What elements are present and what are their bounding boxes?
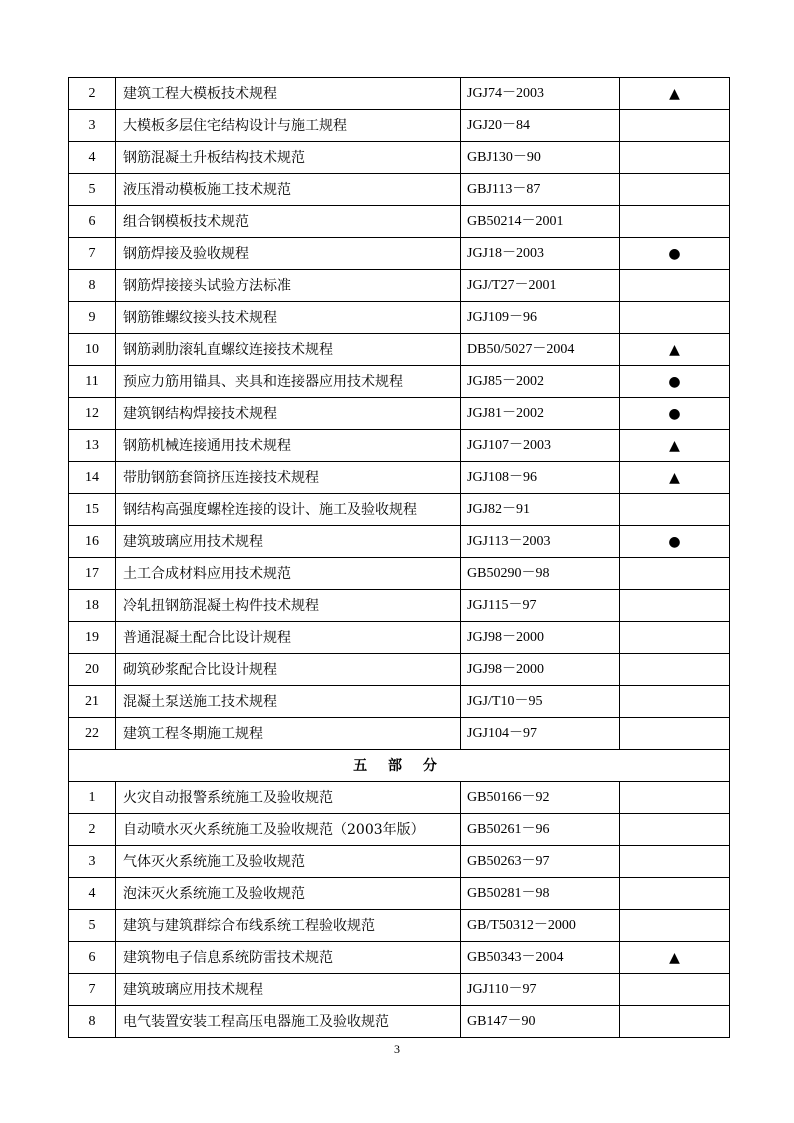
standard-code: JGJ107－2003 [461, 430, 620, 462]
standard-code: GBJ130－90 [461, 142, 620, 174]
table-row [69, 430, 730, 462]
standard-code: JGJ113－2003 [461, 526, 620, 558]
status-mark [620, 302, 730, 334]
status-mark: ▲ [620, 78, 730, 110]
standard-code: GB147－90 [461, 1006, 620, 1038]
standard-code: GB50166－92 [461, 782, 620, 814]
standard-code: JGJ81－2002 [461, 398, 620, 430]
row-number: 10 [69, 334, 116, 366]
table-row [69, 334, 730, 366]
table-row [69, 174, 730, 206]
standard-name: 钢筋混凝土升板结构技术规范 [116, 142, 461, 174]
standard-name: 建筑玻璃应用技术规程 [116, 974, 461, 1006]
standard-name: 建筑钢结构焊接技术规程 [116, 398, 461, 430]
table-row [69, 622, 730, 654]
table-row [69, 814, 730, 846]
table-row [69, 1006, 730, 1038]
standard-name: 建筑工程大模板技术规程 [116, 78, 461, 110]
standard-name: 普通混凝土配合比设计规程 [116, 622, 461, 654]
standard-name: 气体灭火系统施工及验收规范 [116, 846, 461, 878]
standard-code: JGJ98－2000 [461, 654, 620, 686]
standard-name: 组合钢模板技术规范 [116, 206, 461, 238]
status-mark [620, 782, 730, 814]
row-number: 7 [69, 238, 116, 270]
section-row [69, 750, 730, 782]
row-number: 3 [69, 110, 116, 142]
standard-code: JGJ18－2003 [461, 238, 620, 270]
status-mark [620, 718, 730, 750]
row-number: 22 [69, 718, 116, 750]
section-title: 五 部 分 [69, 750, 730, 782]
standard-code: GB/T50312－2000 [461, 910, 620, 942]
status-mark: ▲ [620, 462, 730, 494]
standard-name: 大模板多层住宅结构设计与施工规程 [116, 110, 461, 142]
standard-name: 预应力筋用锚具、夹具和连接器应用技术规程 [116, 366, 461, 398]
standard-code: JGJ109－96 [461, 302, 620, 334]
row-number: 3 [69, 846, 116, 878]
table-row [69, 206, 730, 238]
standard-name: 混凝土泵送施工技术规程 [116, 686, 461, 718]
standard-name: 钢筋机械连接通用技术规程 [116, 430, 461, 462]
status-mark [620, 206, 730, 238]
status-mark [620, 270, 730, 302]
status-mark [620, 590, 730, 622]
table-row [69, 974, 730, 1006]
row-number: 7 [69, 974, 116, 1006]
table-row [69, 494, 730, 526]
standard-name: 泡沫灭火系统施工及验收规范 [116, 878, 461, 910]
standard-name: 钢筋锥螺纹接头技术规程 [116, 302, 461, 334]
table-row [69, 238, 730, 270]
row-number: 1 [69, 782, 116, 814]
row-number: 9 [69, 302, 116, 334]
table-row [69, 718, 730, 750]
standard-code: JGJ115－97 [461, 590, 620, 622]
status-mark [620, 910, 730, 942]
standard-name: 砌筑砂浆配合比设计规程 [116, 654, 461, 686]
standard-code: JGJ/T10－95 [461, 686, 620, 718]
row-number: 12 [69, 398, 116, 430]
table-row [69, 110, 730, 142]
table-row [69, 302, 730, 334]
status-mark: ● [620, 526, 730, 558]
standard-name: 钢筋焊接接头试验方法标准 [116, 270, 461, 302]
standard-code: JGJ104－97 [461, 718, 620, 750]
row-number: 17 [69, 558, 116, 590]
standard-name: 带肋钢筋套筒挤压连接技术规程 [116, 462, 461, 494]
table-row [69, 398, 730, 430]
row-number: 11 [69, 366, 116, 398]
row-number: 21 [69, 686, 116, 718]
standard-name: 钢筋剥肋滚轧直螺纹连接技术规程 [116, 334, 461, 366]
status-mark [620, 110, 730, 142]
standard-code: JGJ82－91 [461, 494, 620, 526]
row-number: 20 [69, 654, 116, 686]
table-row [69, 942, 730, 974]
standard-code: DB50/5027－2004 [461, 334, 620, 366]
table-row [69, 782, 730, 814]
standard-code: GB50281－98 [461, 878, 620, 910]
row-number: 2 [69, 814, 116, 846]
standards-table [68, 77, 730, 1038]
status-mark: ▲ [620, 334, 730, 366]
row-number: 2 [69, 78, 116, 110]
status-mark [620, 846, 730, 878]
row-number: 14 [69, 462, 116, 494]
status-mark [620, 1006, 730, 1038]
standard-code: GBJ113－87 [461, 174, 620, 206]
row-number: 8 [69, 1006, 116, 1038]
standard-name: 建筑工程冬期施工规程 [116, 718, 461, 750]
standard-code: GB50290－98 [461, 558, 620, 590]
row-number: 13 [69, 430, 116, 462]
row-number: 15 [69, 494, 116, 526]
table-row [69, 910, 730, 942]
row-number: 18 [69, 590, 116, 622]
table-row [69, 590, 730, 622]
row-number: 4 [69, 878, 116, 910]
status-mark: ● [620, 366, 730, 398]
standard-name: 土工合成材料应用技术规范 [116, 558, 461, 590]
row-number: 16 [69, 526, 116, 558]
status-mark [620, 142, 730, 174]
standard-code: JGJ110－97 [461, 974, 620, 1006]
status-mark: ▲ [620, 942, 730, 974]
table-row [69, 366, 730, 398]
standard-name: 建筑与建筑群综合布线系统工程验收规范 [116, 910, 461, 942]
status-mark [620, 686, 730, 718]
standards-table-body [69, 78, 730, 1038]
standard-code: GB50214－2001 [461, 206, 620, 238]
status-mark [620, 814, 730, 846]
standard-name: 冷轧扭钢筋混凝土构件技术规程 [116, 590, 461, 622]
standard-name: 建筑物电子信息系统防雷技术规范 [116, 942, 461, 974]
status-mark: ● [620, 238, 730, 270]
standard-code: GB50261－96 [461, 814, 620, 846]
standard-code: GB50343－2004 [461, 942, 620, 974]
row-number: 6 [69, 942, 116, 974]
page-number: 3 [394, 1042, 400, 1056]
standard-name: 建筑玻璃应用技术规程 [116, 526, 461, 558]
status-mark [620, 654, 730, 686]
row-number: 5 [69, 174, 116, 206]
table-row [69, 78, 730, 110]
table-row [69, 878, 730, 910]
row-number: 6 [69, 206, 116, 238]
status-mark [620, 174, 730, 206]
standard-code: JGJ85－2002 [461, 366, 620, 398]
row-number: 5 [69, 910, 116, 942]
row-number: 8 [69, 270, 116, 302]
table-row [69, 526, 730, 558]
standard-name: 电气装置安装工程高压电器施工及验收规范 [116, 1006, 461, 1038]
row-number: 4 [69, 142, 116, 174]
standard-code: JGJ/T27－2001 [461, 270, 620, 302]
table-row [69, 270, 730, 302]
status-mark [620, 878, 730, 910]
status-mark: ● [620, 398, 730, 430]
standard-name: 液压滑动模板施工技术规范 [116, 174, 461, 206]
table-row [69, 462, 730, 494]
status-mark [620, 622, 730, 654]
status-mark [620, 558, 730, 590]
table-row [69, 654, 730, 686]
standard-code: JGJ98－2000 [461, 622, 620, 654]
standard-code: JGJ20－84 [461, 110, 620, 142]
standard-code: GB50263－97 [461, 846, 620, 878]
standard-name: 火灾自动报警系统施工及验收规范 [116, 782, 461, 814]
standard-name: 钢结构高强度螺栓连接的设计、施工及验收规程 [116, 494, 461, 526]
standard-name: 钢筋焊接及验收规程 [116, 238, 461, 270]
standard-code: JGJ74－2003 [461, 78, 620, 110]
table-row [69, 686, 730, 718]
table-row [69, 558, 730, 590]
status-mark [620, 974, 730, 1006]
table-row [69, 142, 730, 174]
standard-name: 自动喷水灭火系统施工及验收规范（2003年版） [116, 814, 461, 846]
status-mark [620, 494, 730, 526]
row-number: 19 [69, 622, 116, 654]
standard-code: JGJ108－96 [461, 462, 620, 494]
table-row [69, 846, 730, 878]
status-mark: ▲ [620, 430, 730, 462]
